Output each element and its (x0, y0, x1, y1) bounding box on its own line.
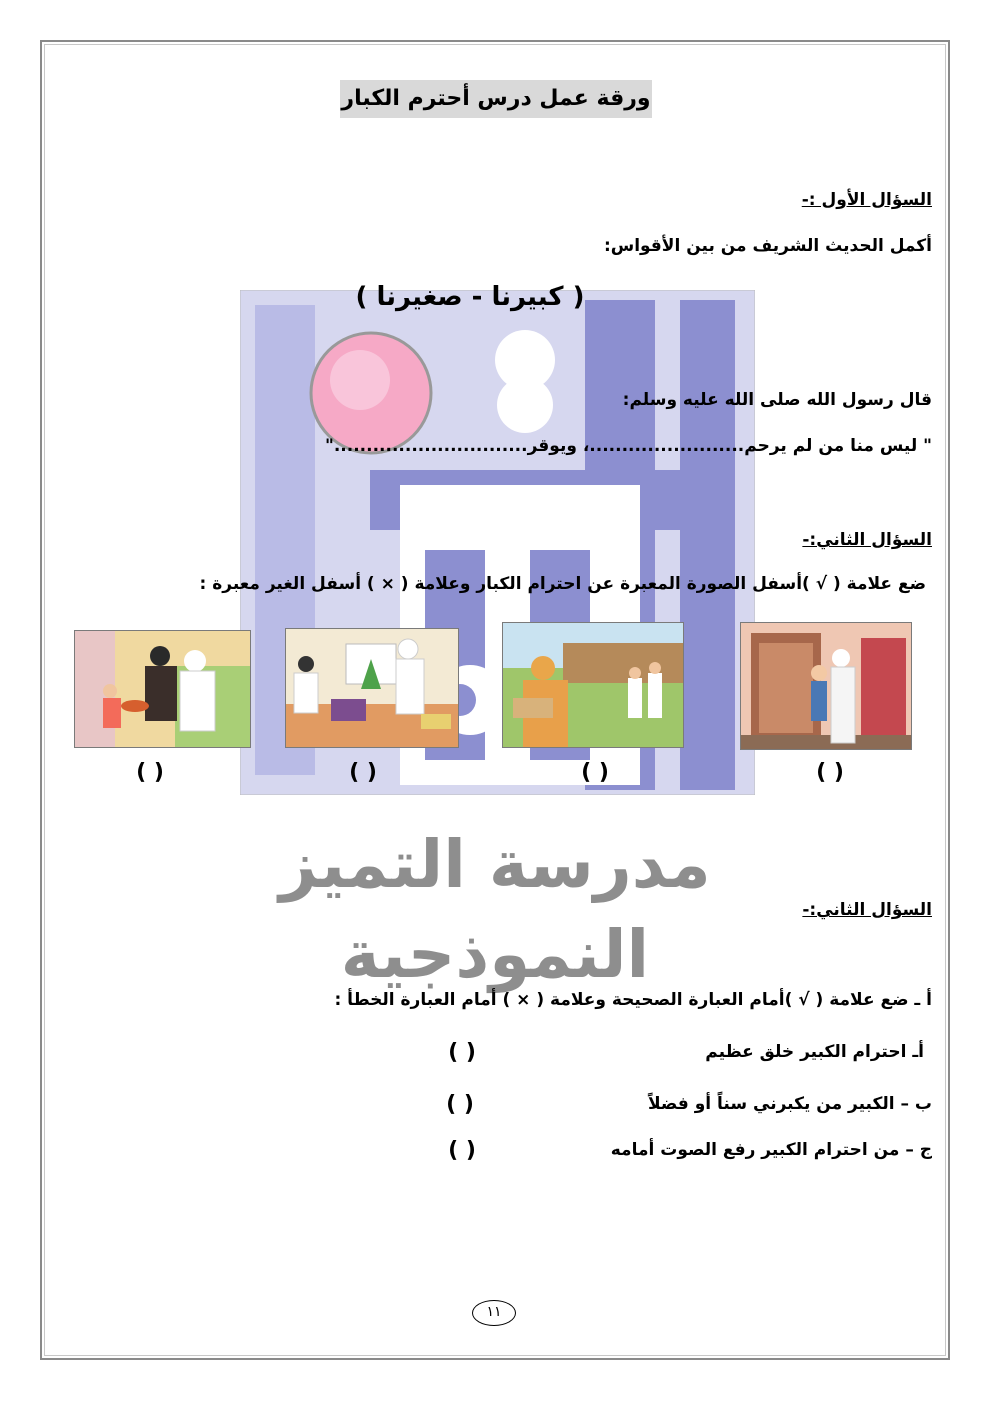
school-name-watermark: مدرسة التميز النموذجية (279, 826, 711, 993)
picture-boys-throwing-stones (502, 622, 684, 748)
q3-instruction: أ ـ ضع علامة ( √ )أمام العبارة الصحيحة وعلامة ( × ) أمام العبارة الخطأ : (334, 990, 932, 1010)
statement-3-blank[interactable]: ( ) (448, 1138, 476, 1163)
statement-1: أـ احترام الكبير خلق عظيم (705, 1042, 924, 1062)
q1-instruction: أكمل الحديث الشريف من بين الأقواس: (603, 236, 932, 256)
picture-answer-blank[interactable]: ( ) (136, 760, 164, 785)
q1-heading: السؤال الأول :- (801, 190, 932, 210)
picture-answer-blank[interactable]: ( ) (349, 760, 377, 785)
statement-3: ج – من احترام الكبير رفع الصوت أمامه (610, 1140, 932, 1160)
picture-answer-blank[interactable]: ( ) (581, 760, 609, 785)
picture-students-giving-gift (285, 628, 459, 748)
hadith-intro: قال رسول الله صلى الله عليه وسلم: (622, 390, 932, 410)
q3-heading: السؤال الثاني:- (802, 900, 932, 920)
q2-heading: السؤال الثاني:- (802, 530, 932, 550)
hadith-text: " ليس منا من لم يرحم........................، ويوقر.............................." (324, 436, 932, 456)
page-number: ١١ (472, 1300, 516, 1326)
statement-1-blank[interactable]: ( ) (448, 1040, 476, 1065)
q2-instruction: ضع علامة ( √ )أسفل الصورة المعبرة عن احترام الكبار وعلامة ( × ) أسفل الغير معبرة : (199, 574, 926, 594)
picture-answer-blank[interactable]: ( ) (816, 760, 844, 785)
page-title: ورقة عمل درس أحترم الكبار (340, 80, 652, 118)
q1-choices: ( كبيرنا - صغيرنا ) (355, 282, 585, 312)
statement-2-blank[interactable]: ( ) (446, 1092, 474, 1117)
picture-family-elder-sitting (74, 630, 251, 748)
picture-child-greeting-elder (740, 622, 912, 750)
statement-2: ب – الكبير من يكبرني سناً أو فضلاً (648, 1094, 932, 1114)
